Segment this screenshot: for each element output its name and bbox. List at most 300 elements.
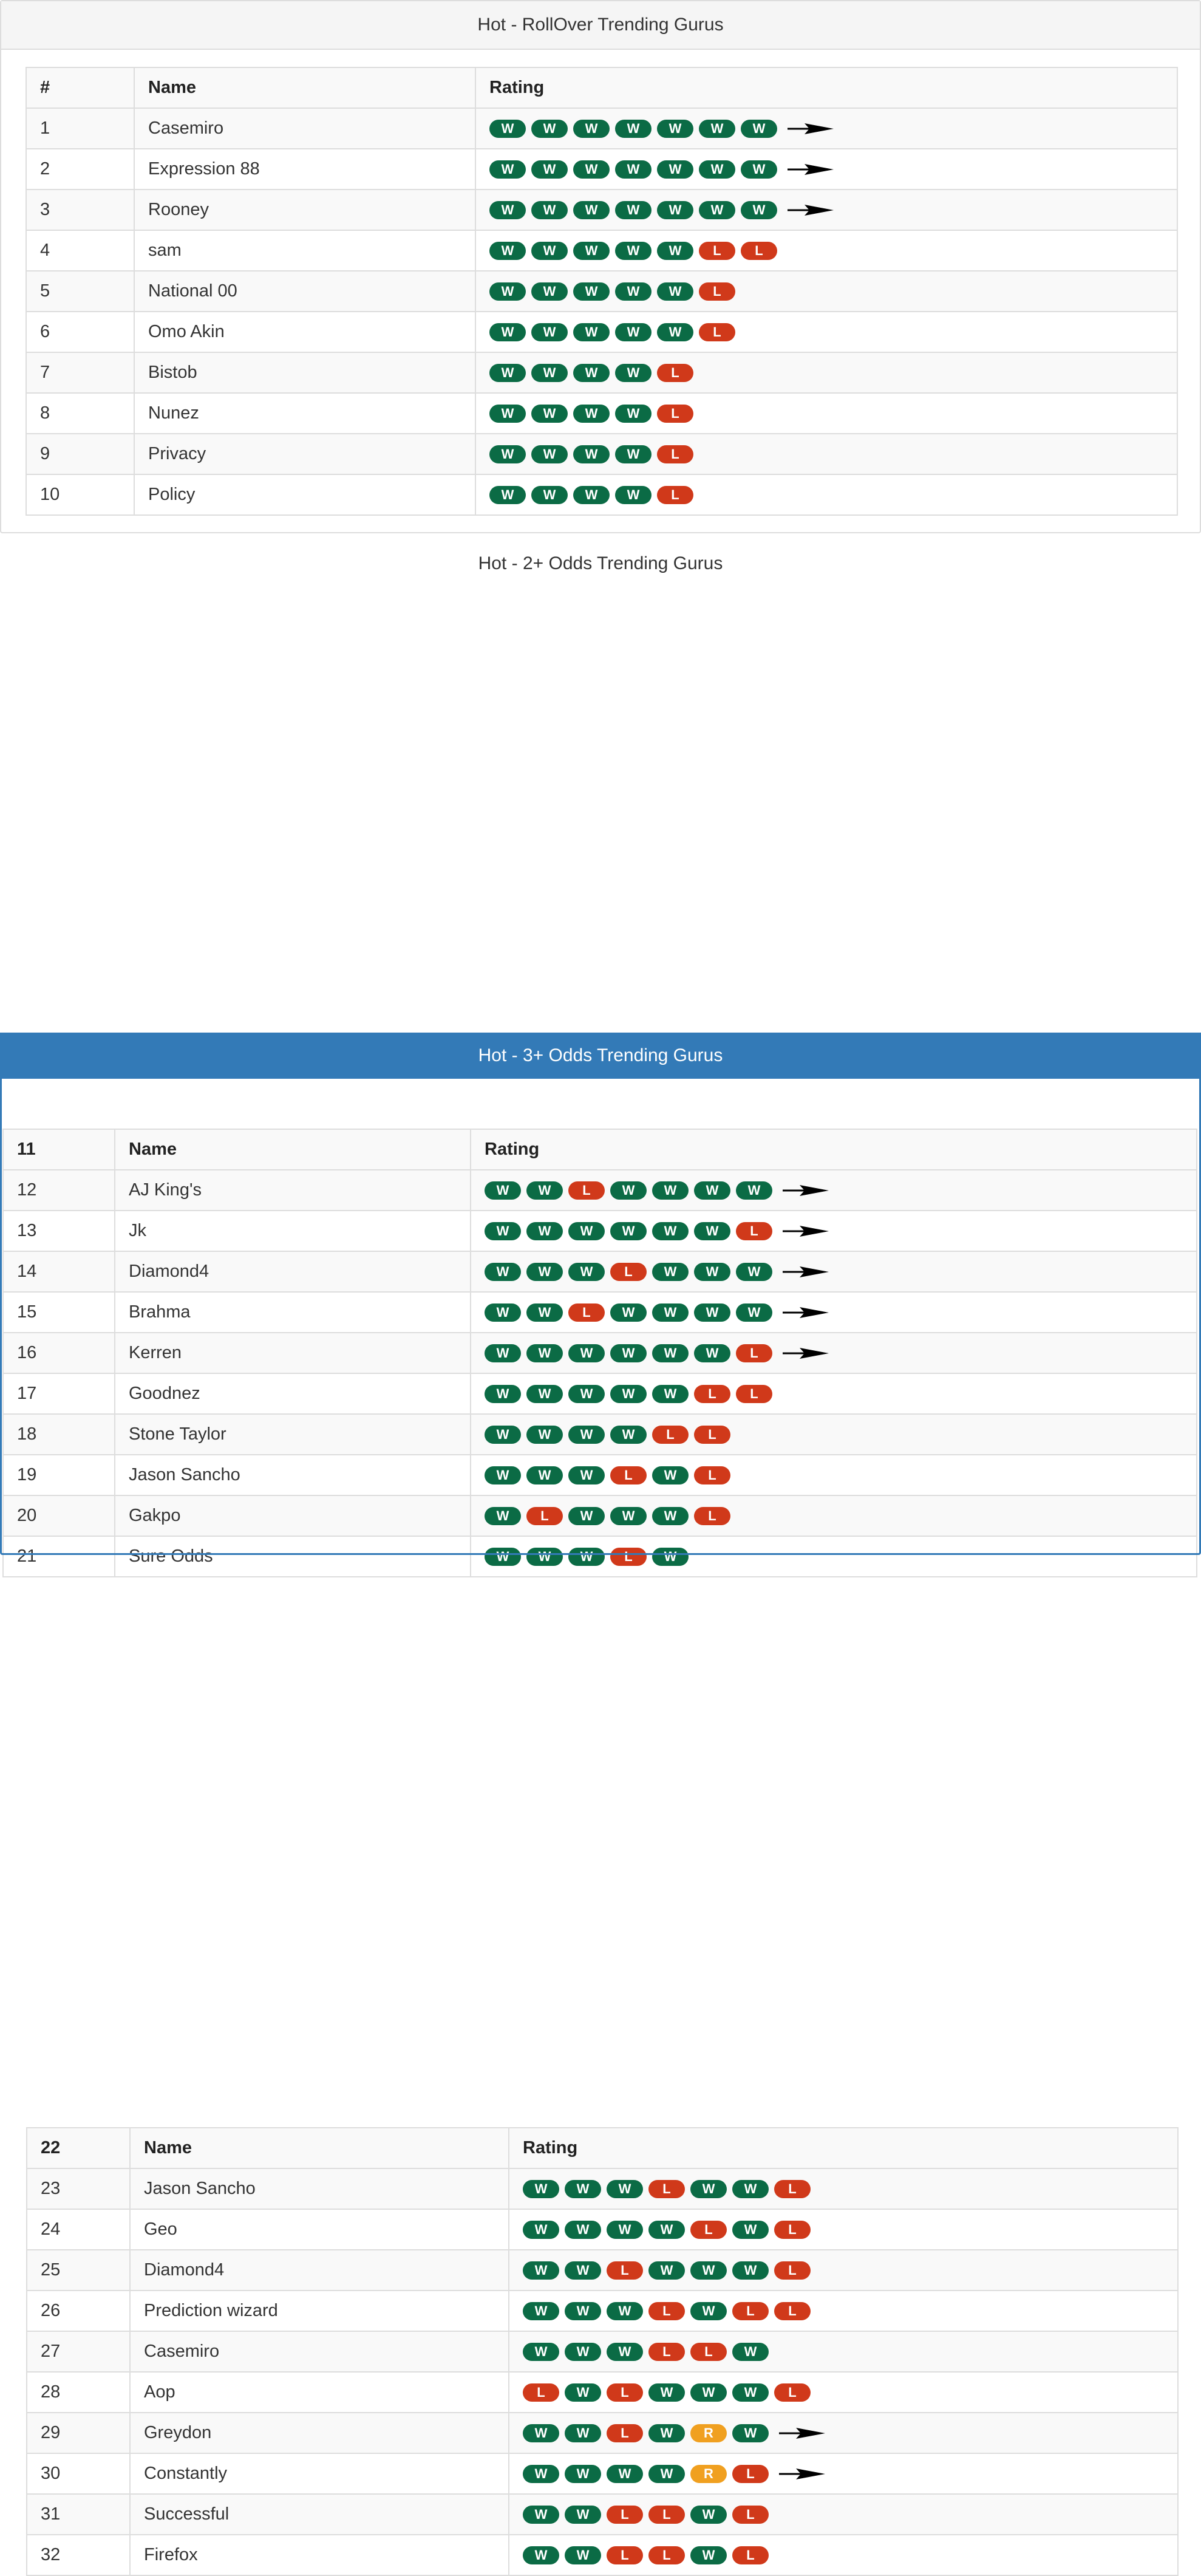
rating-badge-win: W <box>565 2506 601 2524</box>
arrow-right-icon <box>778 2467 826 2481</box>
rating-badge-win: W <box>694 1344 730 1362</box>
rating-badge-win: W <box>694 1303 730 1322</box>
guru-name-cell[interactable]: Gakpo <box>115 1495 471 1536</box>
rating-cell <box>475 108 1177 149</box>
rating-badge-loss: L <box>526 1507 563 1525</box>
rating-badge-win: W <box>523 2465 559 2483</box>
rating-badge-win: W <box>657 201 693 219</box>
table-row[interactable] <box>27 2494 1178 2535</box>
rating-badge-win: W <box>652 1548 689 1566</box>
rating-badge-loss: L <box>523 2383 559 2402</box>
rating-badge-win: W <box>741 201 777 219</box>
rating-badge-win: W <box>489 201 526 219</box>
guru-name-cell[interactable]: Jason Sancho <box>115 1455 471 1495</box>
table-header-row <box>26 67 1177 108</box>
rating-badge-win: W <box>485 1222 521 1240</box>
rating-badge-loss: L <box>648 2180 685 2198</box>
guru-name-cell[interactable]: Brahma <box>115 1292 471 1333</box>
guru-name-cell[interactable]: Stone Taylor <box>115 1414 471 1455</box>
rating-badge-win: W <box>615 405 652 423</box>
rank-cell: 3 <box>26 190 134 230</box>
rating-badge-win: W <box>523 2221 559 2239</box>
rating-badge-loss: L <box>736 1344 772 1362</box>
table-row[interactable] <box>27 2413 1178 2453</box>
rating-badge-win: W <box>485 1507 521 1525</box>
rating-cell <box>475 434 1177 474</box>
rating-badge-win: W <box>489 445 526 463</box>
table-row[interactable] <box>26 230 1177 271</box>
rating-badge-loss: L <box>732 2506 769 2524</box>
rating-badge-win: W <box>573 364 610 382</box>
rating-badge-win: W <box>531 405 568 423</box>
rating-badge-win: W <box>732 2424 769 2442</box>
column-header-rating: Rating <box>475 67 1177 108</box>
rating-badge-refund: R <box>690 2424 727 2442</box>
rating-badge-win: W <box>690 2506 727 2524</box>
rank-cell: 4 <box>26 230 134 271</box>
rating-badge-win: W <box>526 1181 563 1200</box>
rating-badge-win: W <box>485 1303 521 1322</box>
rating-badge-win: W <box>531 486 568 504</box>
rating-badge-loss: L <box>568 1303 605 1322</box>
rating-badge-win: W <box>523 2506 559 2524</box>
rating-badge-win: W <box>531 323 568 341</box>
guru-name-cell[interactable]: Geo <box>130 2209 509 2250</box>
rating-cell <box>475 352 1177 393</box>
rating-badge-win: W <box>652 1181 689 1200</box>
rating-badge-win: W <box>573 405 610 423</box>
guru-name-cell[interactable]: Casemiro <box>130 2331 509 2372</box>
rating-badge-loss: L <box>694 1466 730 1484</box>
rating-badge-win: W <box>568 1385 605 1403</box>
rating-badge-loss: L <box>736 1222 772 1240</box>
rating-cell <box>509 2209 1178 2250</box>
rating-badge-win: W <box>741 160 777 179</box>
rating-badge-win: W <box>657 160 693 179</box>
rating-badge-loss: L <box>699 323 735 341</box>
rating-badge-win: W <box>565 2546 601 2564</box>
rating-cell <box>509 2168 1178 2209</box>
rating-cell <box>509 2250 1178 2291</box>
rating-badge-win: W <box>732 2383 769 2402</box>
rating-badge-win: W <box>526 1426 563 1444</box>
rating-badge-win: W <box>531 364 568 382</box>
guru-name-cell[interactable]: Privacy <box>134 434 475 474</box>
rating-badge-win: W <box>652 1385 689 1403</box>
guru-name-cell[interactable]: Omo Akin <box>134 312 475 352</box>
rating-badge-win: W <box>610 1426 647 1444</box>
rating-badge-win: W <box>615 486 652 504</box>
rank-cell: 10 <box>26 474 134 515</box>
rank-cell: 14 <box>3 1251 115 1292</box>
table-row[interactable] <box>26 352 1177 393</box>
panel-title: Hot - 3+ Odds Trending Gurus <box>2 1033 1199 1079</box>
rating-badge-win: W <box>526 1385 563 1403</box>
rating-badge-win: W <box>657 282 693 301</box>
rank-cell: 16 <box>3 1333 115 1373</box>
rating-badge-loss: L <box>732 2546 769 2564</box>
rank-cell: 23 <box>27 2168 130 2209</box>
column-header-name: Name <box>130 2128 509 2168</box>
rating-badge-loss: L <box>568 1181 605 1200</box>
rollover-gurus-panel <box>0 0 1201 533</box>
rating-badge-win: W <box>657 242 693 260</box>
panel-title: Hot - 2+ Odds Trending Gurus <box>0 533 1201 594</box>
rating-badge-win: W <box>615 323 652 341</box>
rating-badge-win: W <box>607 2180 643 2198</box>
rollover-gurus-table <box>26 67 1178 516</box>
rating-badge-win: W <box>690 2180 727 2198</box>
rating-badge-win: W <box>526 1303 563 1322</box>
rating-badge-win: W <box>607 2221 643 2239</box>
rating-badge-win: W <box>699 201 735 219</box>
guru-name-cell[interactable]: Prediction wizard <box>130 2291 509 2331</box>
guru-name-cell[interactable]: Constantly <box>130 2453 509 2494</box>
rating-badge-win: W <box>489 364 526 382</box>
rating-badge-loss: L <box>648 2343 685 2361</box>
rating-cell <box>509 2413 1178 2453</box>
rating-badge-win: W <box>568 1426 605 1444</box>
rating-badge-win: W <box>690 2261 727 2280</box>
rating-badge-loss: L <box>648 2302 685 2320</box>
rating-badge-win: W <box>565 2465 601 2483</box>
rank-cell: 7 <box>26 352 134 393</box>
rating-badge-win: W <box>485 1385 521 1403</box>
rating-badge-win: W <box>610 1222 647 1240</box>
rating-badge-loss: L <box>694 1385 730 1403</box>
rank-cell: 21 <box>3 1536 115 1577</box>
rank-cell: 25 <box>27 2250 130 2291</box>
rating-cell <box>475 230 1177 271</box>
rating-badge-win: W <box>489 120 526 138</box>
rating-badge-win: W <box>652 1303 689 1322</box>
guru-name-cell[interactable]: Jason Sancho <box>130 2168 509 2209</box>
guru-name-cell[interactable]: Jk <box>115 1211 471 1251</box>
rating-badge-win: W <box>699 120 735 138</box>
rank-cell: 18 <box>3 1414 115 1455</box>
rating-badge-win: W <box>565 2261 601 2280</box>
table-row[interactable] <box>27 2250 1178 2291</box>
guru-name-cell[interactable]: Greydon <box>130 2413 509 2453</box>
rating-badge-loss: L <box>607 2383 643 2402</box>
guru-name-cell[interactable]: Successful <box>130 2494 509 2535</box>
rating-badge-win: W <box>732 2180 769 2198</box>
guru-name-cell[interactable]: Sure Odds <box>115 1536 471 1577</box>
rating-badge-win: W <box>573 242 610 260</box>
rank-cell: 13 <box>3 1211 115 1251</box>
rating-badge-win: W <box>485 1548 521 1566</box>
arrow-right-icon <box>786 162 835 177</box>
table-row[interactable] <box>26 393 1177 434</box>
rating-badge-win: W <box>489 405 526 423</box>
rank-cell: 19 <box>3 1455 115 1495</box>
rating-badge-win: W <box>648 2261 685 2280</box>
rating-badge-win: W <box>694 1263 730 1281</box>
rank-cell: 27 <box>27 2331 130 2372</box>
rating-badge-win: W <box>565 2302 601 2320</box>
rating-badge-win: W <box>607 2302 643 2320</box>
table-row[interactable] <box>27 2535 1178 2575</box>
rating-cell <box>509 2372 1178 2413</box>
rating-badge-win: W <box>573 282 610 301</box>
rank-cell: 6 <box>26 312 134 352</box>
rank-cell: 31 <box>27 2494 130 2535</box>
table-row[interactable] <box>26 434 1177 474</box>
arrow-right-icon <box>778 2426 826 2441</box>
table-row[interactable] <box>26 190 1177 230</box>
rating-badge-win: W <box>531 201 568 219</box>
table-row[interactable] <box>26 271 1177 312</box>
rating-badge-loss: L <box>607 2424 643 2442</box>
rating-badge-win: W <box>732 2261 769 2280</box>
rating-badge-loss: L <box>774 2302 811 2320</box>
rating-badge-loss: L <box>607 2506 643 2524</box>
rating-cell <box>509 2494 1178 2535</box>
guru-name-cell[interactable]: Diamond4 <box>130 2250 509 2291</box>
rating-badge-win: W <box>615 242 652 260</box>
rating-badge-win: W <box>652 1344 689 1362</box>
rank-cell: 20 <box>3 1495 115 1536</box>
rating-badge-loss: L <box>774 2383 811 2402</box>
guru-name-cell[interactable]: Policy <box>134 474 475 515</box>
rating-badge-win: W <box>615 201 652 219</box>
rating-badge-win: W <box>648 2465 685 2483</box>
arrow-right-icon <box>786 121 835 136</box>
rating-badge-win: W <box>615 364 652 382</box>
rating-badge-loss: L <box>774 2221 811 2239</box>
guru-name-cell[interactable]: Rooney <box>134 190 475 230</box>
rating-badge-win: W <box>648 2424 685 2442</box>
rating-badge-win: W <box>652 1263 689 1281</box>
rating-cell <box>509 2331 1178 2372</box>
rating-badge-win: W <box>485 1426 521 1444</box>
rating-badge-win: W <box>732 2343 769 2361</box>
rating-badge-loss: L <box>657 405 693 423</box>
rating-badge-loss: L <box>657 364 693 382</box>
rating-badge-win: W <box>699 160 735 179</box>
rating-badge-loss: L <box>774 2261 811 2280</box>
rating-badge-win: W <box>565 2424 601 2442</box>
table-row[interactable] <box>26 108 1177 149</box>
rating-badge-loss: L <box>699 242 735 260</box>
rating-badge-win: W <box>531 120 568 138</box>
rating-badge-win: W <box>485 1263 521 1281</box>
rating-badge-win: W <box>573 160 610 179</box>
rating-badge-loss: L <box>610 1548 647 1566</box>
guru-name-cell[interactable]: National 00 <box>134 271 475 312</box>
rating-badge-loss: L <box>690 2221 727 2239</box>
rating-badge-win: W <box>610 1507 647 1525</box>
guru-name-cell[interactable]: Kerren <box>115 1333 471 1373</box>
rating-badge-win: W <box>565 2180 601 2198</box>
arrow-right-icon <box>786 203 835 217</box>
rating-badge-win: W <box>648 2221 685 2239</box>
rank-cell: 1 <box>26 108 134 149</box>
rating-badge-win: W <box>607 2465 643 2483</box>
rating-cell <box>475 271 1177 312</box>
rating-badge-win: W <box>652 1466 689 1484</box>
table-row[interactable] <box>27 2291 1178 2331</box>
rating-badge-loss: L <box>694 1426 730 1444</box>
rank-cell: 28 <box>27 2372 130 2413</box>
rating-badge-loss: L <box>732 2302 769 2320</box>
rank-cell: 15 <box>3 1292 115 1333</box>
rating-badge-loss: L <box>610 1263 647 1281</box>
rating-badge-win: W <box>568 1222 605 1240</box>
rating-badge-win: W <box>732 2221 769 2239</box>
rank-cell: 8 <box>26 393 134 434</box>
rating-badge-win: W <box>485 1466 521 1484</box>
rating-badge-loss: L <box>607 2546 643 2564</box>
rating-badge-loss: L <box>690 2343 727 2361</box>
rating-badge-loss: L <box>774 2180 811 2198</box>
rating-badge-win: W <box>531 445 568 463</box>
rating-badge-win: W <box>526 1344 563 1362</box>
guru-name-cell[interactable]: AJ King's <box>115 1170 471 1211</box>
rating-badge-win: W <box>652 1222 689 1240</box>
rating-badge-win: W <box>741 120 777 138</box>
rating-badge-win: W <box>615 445 652 463</box>
rating-badge-win: W <box>568 1344 605 1362</box>
rating-badge-win: W <box>690 2302 727 2320</box>
rating-badge-win: W <box>610 1385 647 1403</box>
rating-badge-win: W <box>615 282 652 301</box>
column-header-number: # <box>26 67 134 108</box>
table-row[interactable] <box>26 312 1177 352</box>
rating-badge-win: W <box>694 1181 730 1200</box>
rating-badge-win: W <box>565 2383 601 2402</box>
table-row[interactable] <box>27 2453 1178 2494</box>
rating-badge-win: W <box>526 1263 563 1281</box>
table-row[interactable] <box>26 149 1177 190</box>
rating-badge-win: W <box>526 1222 563 1240</box>
rating-badge-win: W <box>615 160 652 179</box>
rating-badge-win: W <box>489 323 526 341</box>
guru-name-cell[interactable]: Diamond4 <box>115 1251 471 1292</box>
rank-cell: 32 <box>27 2535 130 2575</box>
rating-badge-win: W <box>568 1466 605 1484</box>
rating-badge-win: W <box>526 1466 563 1484</box>
column-header-name: Name <box>115 1129 471 1170</box>
column-header-rating: Rating <box>471 1129 1197 1170</box>
rating-badge-loss: L <box>610 1466 647 1484</box>
column-header-name: Name <box>134 67 475 108</box>
rating-badge-win: W <box>531 160 568 179</box>
rating-badge-win: W <box>648 2383 685 2402</box>
rating-badge-win: W <box>652 1507 689 1525</box>
table-row[interactable] <box>27 2372 1178 2413</box>
three-plus-odds-gurus-table <box>26 2127 1179 2576</box>
rank-cell: 5 <box>26 271 134 312</box>
guru-name-cell[interactable]: Expression 88 <box>134 149 475 190</box>
rank-cell: 30 <box>27 2453 130 2494</box>
rating-badge-win: W <box>573 486 610 504</box>
rating-badge-loss: L <box>652 1426 689 1444</box>
rank-cell: 9 <box>26 434 134 474</box>
rating-badge-win: W <box>531 242 568 260</box>
rating-badge-win: W <box>736 1263 772 1281</box>
rank-cell: 12 <box>3 1170 115 1211</box>
rating-badge-win: W <box>610 1181 647 1200</box>
rating-badge-win: W <box>568 1507 605 1525</box>
rank-cell: 17 <box>3 1373 115 1414</box>
rating-badge-win: W <box>694 1222 730 1240</box>
rating-badge-win: W <box>568 1548 605 1566</box>
column-header-number: 11 <box>3 1129 115 1170</box>
rating-cell <box>509 2453 1178 2494</box>
table-row[interactable] <box>27 2331 1178 2372</box>
rating-badge-win: W <box>489 486 526 504</box>
rating-badge-win: W <box>615 120 652 138</box>
rating-badge-win: W <box>523 2302 559 2320</box>
rating-badge-win: W <box>610 1303 647 1322</box>
guru-name-cell[interactable]: Goodnez <box>115 1373 471 1414</box>
rating-badge-loss: L <box>694 1507 730 1525</box>
rank-cell: 2 <box>26 149 134 190</box>
table-header-row <box>27 2128 1178 2168</box>
rating-badge-win: W <box>690 2546 727 2564</box>
panel-title: Hot - RollOver Trending Gurus <box>1 1 1200 50</box>
rating-badge-loss: L <box>699 282 735 301</box>
rating-badge-win: W <box>736 1181 772 1200</box>
rating-badge-win: W <box>610 1344 647 1362</box>
rating-badge-win: W <box>736 1303 772 1322</box>
rating-badge-win: W <box>485 1344 521 1362</box>
rank-cell: 29 <box>27 2413 130 2453</box>
rating-badge-win: W <box>607 2343 643 2361</box>
rating-badge-win: W <box>573 323 610 341</box>
rating-badge-win: W <box>526 1548 563 1566</box>
rating-badge-win: W <box>523 2343 559 2361</box>
guru-name-cell[interactable]: Firefox <box>130 2535 509 2575</box>
rating-badge-win: W <box>565 2343 601 2361</box>
rating-badge-win: W <box>485 1181 521 1200</box>
rating-badge-loss: L <box>657 486 693 504</box>
column-header-number: 22 <box>27 2128 130 2168</box>
guru-name-cell[interactable]: sam <box>134 230 475 271</box>
rating-badge-win: W <box>523 2424 559 2442</box>
guru-name-cell[interactable]: Casemiro <box>134 108 475 149</box>
rating-badge-win: W <box>573 120 610 138</box>
rating-cell <box>475 393 1177 434</box>
rating-badge-win: W <box>657 323 693 341</box>
column-header-rating: Rating <box>509 2128 1178 2168</box>
guru-name-cell[interactable]: Bistob <box>134 352 475 393</box>
rating-badge-win: W <box>657 120 693 138</box>
rating-badge-win: W <box>523 2180 559 2198</box>
rating-badge-win: W <box>489 242 526 260</box>
rating-cell <box>509 2535 1178 2575</box>
rank-cell: 26 <box>27 2291 130 2331</box>
rating-badge-win: W <box>568 1263 605 1281</box>
guru-name-cell[interactable]: Nunez <box>134 393 475 434</box>
table-row[interactable] <box>27 2209 1178 2250</box>
rating-badge-win: W <box>489 160 526 179</box>
rating-badge-loss: L <box>736 1385 772 1403</box>
guru-name-cell[interactable]: Aop <box>130 2372 509 2413</box>
rating-badge-win: W <box>690 2383 727 2402</box>
rating-cell <box>475 149 1177 190</box>
rating-cell <box>475 312 1177 352</box>
rating-badge-win: W <box>523 2546 559 2564</box>
rating-badge-win: W <box>573 201 610 219</box>
rating-cell <box>475 474 1177 515</box>
rating-badge-refund: R <box>690 2465 727 2483</box>
table-row[interactable] <box>27 2168 1178 2209</box>
table-row[interactable] <box>26 474 1177 515</box>
rating-badge-loss: L <box>741 242 777 260</box>
rating-badge-loss: L <box>657 445 693 463</box>
